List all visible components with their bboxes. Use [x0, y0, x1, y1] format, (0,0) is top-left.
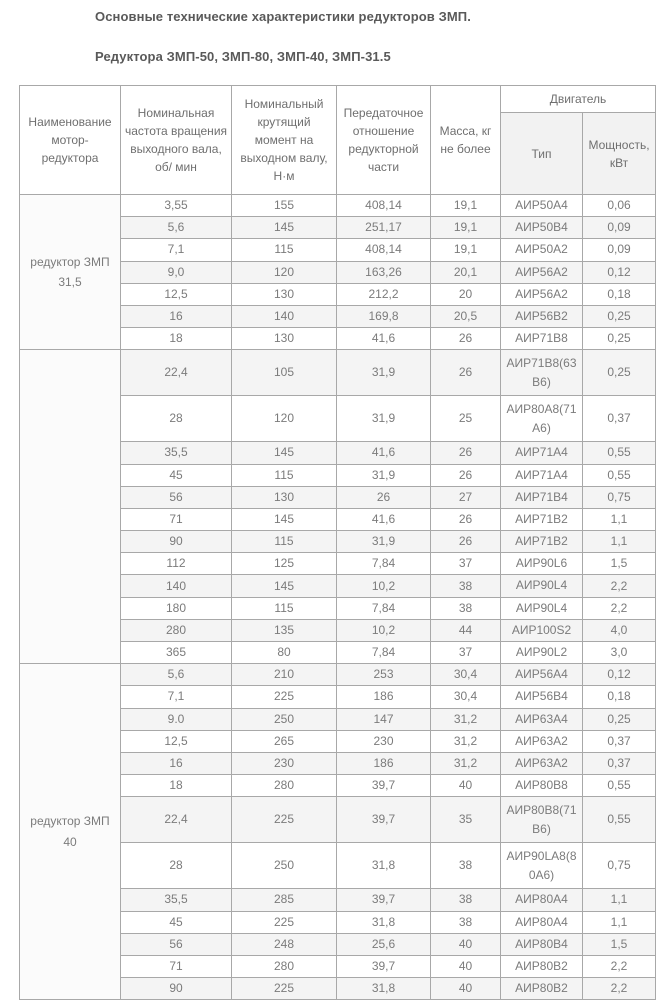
cell-power: 2,2: [583, 575, 656, 597]
page-subtitle: Редуктора ЗМП-50, ЗМП-80, ЗМП-40, ЗМП-31.5: [95, 49, 391, 64]
section-name-cell: редуктор ЗМП 40: [20, 664, 121, 1000]
cell-type: АИР71В2: [501, 531, 583, 553]
cell-mass: 19,1: [431, 239, 501, 261]
cell-power: 0,55: [583, 442, 656, 464]
cell-power: 2,2: [583, 978, 656, 1000]
cell-freq: 45: [121, 911, 232, 933]
cell-mass: 19,1: [431, 195, 501, 217]
cell-mass: 40: [431, 775, 501, 797]
cell-freq: 18: [121, 775, 232, 797]
cell-mass: 30,4: [431, 664, 501, 686]
cell-mass: 38: [431, 911, 501, 933]
cell-power: 0,37: [583, 396, 656, 442]
cell-ratio: 41,6: [337, 328, 431, 350]
section-name-cell: [20, 350, 121, 664]
cell-mass: 26: [431, 350, 501, 396]
header-engine-type: Тип: [501, 113, 583, 195]
cell-torque: 115: [232, 531, 337, 553]
cell-torque: 120: [232, 396, 337, 442]
cell-freq: 22,4: [121, 797, 232, 843]
table-header: [20, 86, 656, 195]
cell-ratio: 408,14: [337, 195, 431, 217]
cell-ratio: 31,9: [337, 464, 431, 486]
table-row: [20, 664, 656, 686]
cell-torque: 125: [232, 553, 337, 575]
header-ratio: Передаточное отношение редукторной части: [337, 86, 431, 195]
cell-power: 0,55: [583, 775, 656, 797]
cell-type: АИР90L2: [501, 642, 583, 664]
cell-power: 2,2: [583, 597, 656, 619]
cell-mass: 20,5: [431, 305, 501, 327]
cell-torque: 105: [232, 350, 337, 396]
cell-type: АИР80В8(71В6): [501, 797, 583, 843]
cell-type: АИР71В4: [501, 486, 583, 508]
cell-mass: 44: [431, 619, 501, 641]
cell-mass: 26: [431, 442, 501, 464]
reducers-spec-table: [19, 85, 656, 1000]
cell-mass: 27: [431, 486, 501, 508]
cell-torque: 115: [232, 239, 337, 261]
cell-power: 4,0: [583, 619, 656, 641]
cell-ratio: 31,9: [337, 531, 431, 553]
cell-ratio: 7,84: [337, 553, 431, 575]
cell-type: АИР90L4: [501, 597, 583, 619]
cell-torque: 145: [232, 442, 337, 464]
cell-type: АИР71А4: [501, 442, 583, 464]
cell-torque: 120: [232, 261, 337, 283]
cell-freq: 7,1: [121, 686, 232, 708]
cell-ratio: 10,2: [337, 575, 431, 597]
cell-mass: 38: [431, 843, 501, 889]
cell-power: 0,25: [583, 350, 656, 396]
cell-mass: 20: [431, 283, 501, 305]
cell-torque: 140: [232, 305, 337, 327]
cell-freq: 56: [121, 486, 232, 508]
cell-freq: 7,1: [121, 239, 232, 261]
cell-torque: 80: [232, 642, 337, 664]
table-body: [20, 195, 656, 1000]
cell-power: 0,25: [583, 708, 656, 730]
cell-freq: 56: [121, 933, 232, 955]
cell-freq: 112: [121, 553, 232, 575]
cell-type: АИР90L4: [501, 575, 583, 597]
cell-mass: 31,2: [431, 730, 501, 752]
cell-freq: 180: [121, 597, 232, 619]
cell-torque: 130: [232, 486, 337, 508]
cell-ratio: 186: [337, 686, 431, 708]
cell-torque: 115: [232, 464, 337, 486]
cell-type: АИР56А4: [501, 664, 583, 686]
cell-torque: 225: [232, 797, 337, 843]
cell-ratio: 25,6: [337, 933, 431, 955]
cell-freq: 90: [121, 531, 232, 553]
cell-power: 3,0: [583, 642, 656, 664]
cell-freq: 3,55: [121, 195, 232, 217]
cell-mass: 26: [431, 464, 501, 486]
cell-type: АИР80А8(71А6): [501, 396, 583, 442]
cell-power: 0,18: [583, 686, 656, 708]
cell-torque: 225: [232, 978, 337, 1000]
cell-ratio: 31,8: [337, 843, 431, 889]
cell-mass: 31,2: [431, 708, 501, 730]
cell-ratio: 408,14: [337, 239, 431, 261]
cell-mass: 25: [431, 396, 501, 442]
cell-freq: 9.0: [121, 708, 232, 730]
cell-ratio: 39,7: [337, 889, 431, 911]
cell-power: 0,09: [583, 239, 656, 261]
header-freq: Номинальная частота вращения выходного вала, об/ мин: [121, 86, 232, 195]
page-title: Основные технические характеристики редукторов ЗМП.: [95, 9, 471, 24]
cell-torque: 145: [232, 508, 337, 530]
cell-ratio: 31,9: [337, 350, 431, 396]
cell-type: АИР56В4: [501, 686, 583, 708]
cell-type: АИР50А2: [501, 239, 583, 261]
cell-ratio: 10,2: [337, 619, 431, 641]
cell-type: АИР80А4: [501, 911, 583, 933]
cell-ratio: 212,2: [337, 283, 431, 305]
cell-ratio: 253: [337, 664, 431, 686]
cell-type: АИР50А4: [501, 195, 583, 217]
cell-power: 0,25: [583, 305, 656, 327]
cell-freq: 22,4: [121, 350, 232, 396]
cell-ratio: 7,84: [337, 597, 431, 619]
cell-freq: 71: [121, 508, 232, 530]
cell-type: АИР63А2: [501, 730, 583, 752]
cell-ratio: 31,8: [337, 911, 431, 933]
cell-mass: 20,1: [431, 261, 501, 283]
header-name: Наименование мотор-редуктора: [20, 86, 121, 195]
cell-freq: 35,5: [121, 889, 232, 911]
cell-torque: 115: [232, 597, 337, 619]
cell-type: АИР56А2: [501, 261, 583, 283]
cell-type: АИР63А4: [501, 708, 583, 730]
cell-freq: 5,6: [121, 664, 232, 686]
cell-ratio: 7,84: [337, 642, 431, 664]
cell-power: 1,5: [583, 933, 656, 955]
cell-power: 0,37: [583, 730, 656, 752]
cell-mass: 26: [431, 328, 501, 350]
cell-freq: 16: [121, 752, 232, 774]
cell-type: АИР80В4: [501, 933, 583, 955]
cell-torque: 145: [232, 575, 337, 597]
table-row: [20, 195, 656, 217]
cell-ratio: 186: [337, 752, 431, 774]
cell-torque: 155: [232, 195, 337, 217]
cell-type: АИР71А4: [501, 464, 583, 486]
cell-ratio: 26: [337, 486, 431, 508]
cell-freq: 9,0: [121, 261, 232, 283]
cell-ratio: 251,17: [337, 217, 431, 239]
table-row: [20, 350, 656, 396]
cell-type: АИР80А4: [501, 889, 583, 911]
cell-mass: 19,1: [431, 217, 501, 239]
cell-power: 0,55: [583, 797, 656, 843]
cell-mass: 40: [431, 955, 501, 977]
cell-mass: 31,2: [431, 752, 501, 774]
cell-torque: 280: [232, 955, 337, 977]
cell-ratio: 39,7: [337, 775, 431, 797]
cell-torque: 145: [232, 217, 337, 239]
cell-freq: 12,5: [121, 730, 232, 752]
cell-power: 0,09: [583, 217, 656, 239]
cell-ratio: 169,8: [337, 305, 431, 327]
cell-freq: 35,5: [121, 442, 232, 464]
cell-torque: 248: [232, 933, 337, 955]
cell-freq: 45: [121, 464, 232, 486]
cell-mass: 38: [431, 597, 501, 619]
cell-torque: 280: [232, 775, 337, 797]
cell-type: АИР71В8(63В6): [501, 350, 583, 396]
cell-freq: 5,6: [121, 217, 232, 239]
cell-ratio: 147: [337, 708, 431, 730]
cell-mass: 30,4: [431, 686, 501, 708]
cell-torque: 225: [232, 686, 337, 708]
header-engine-group: Двигатель: [501, 86, 656, 113]
cell-ratio: 163,26: [337, 261, 431, 283]
cell-mass: 35: [431, 797, 501, 843]
cell-type: АИР56А2: [501, 283, 583, 305]
cell-power: 1,1: [583, 889, 656, 911]
cell-ratio: 230: [337, 730, 431, 752]
cell-type: АИР80В2: [501, 978, 583, 1000]
cell-torque: 135: [232, 619, 337, 641]
cell-power: 1,5: [583, 553, 656, 575]
cell-mass: 40: [431, 978, 501, 1000]
cell-torque: 130: [232, 283, 337, 305]
cell-power: 1,1: [583, 531, 656, 553]
cell-freq: 365: [121, 642, 232, 664]
cell-type: АИР50В4: [501, 217, 583, 239]
cell-type: АИР80В8: [501, 775, 583, 797]
cell-ratio: 39,7: [337, 955, 431, 977]
cell-ratio: 41,6: [337, 442, 431, 464]
cell-freq: 18: [121, 328, 232, 350]
cell-power: 0,55: [583, 464, 656, 486]
cell-mass: 38: [431, 889, 501, 911]
cell-type: АИР71В2: [501, 508, 583, 530]
cell-mass: 26: [431, 531, 501, 553]
cell-torque: 250: [232, 708, 337, 730]
cell-mass: 37: [431, 553, 501, 575]
cell-power: 0,06: [583, 195, 656, 217]
header-engine-power: Мощность, кВт: [583, 113, 656, 195]
cell-freq: 140: [121, 575, 232, 597]
cell-type: АИР56В2: [501, 305, 583, 327]
cell-torque: 130: [232, 328, 337, 350]
cell-mass: 38: [431, 575, 501, 597]
cell-mass: 40: [431, 933, 501, 955]
cell-freq: 28: [121, 843, 232, 889]
cell-freq: 12,5: [121, 283, 232, 305]
section-name-cell: редуктор ЗМП 31,5: [20, 195, 121, 350]
header-mass: Масса, кг не более: [431, 86, 501, 195]
cell-torque: 265: [232, 730, 337, 752]
cell-torque: 250: [232, 843, 337, 889]
cell-power: 0,25: [583, 328, 656, 350]
cell-torque: 230: [232, 752, 337, 774]
cell-torque: 210: [232, 664, 337, 686]
cell-ratio: 31,8: [337, 978, 431, 1000]
cell-freq: 90: [121, 978, 232, 1000]
cell-type: АИР90LA8(80А6): [501, 843, 583, 889]
cell-power: 1,1: [583, 508, 656, 530]
cell-power: 0,12: [583, 664, 656, 686]
cell-freq: 16: [121, 305, 232, 327]
cell-power: 1,1: [583, 911, 656, 933]
cell-power: 0,75: [583, 486, 656, 508]
cell-freq: 280: [121, 619, 232, 641]
cell-type: АИР100S2: [501, 619, 583, 641]
cell-mass: 26: [431, 508, 501, 530]
cell-ratio: 31,9: [337, 396, 431, 442]
cell-freq: 28: [121, 396, 232, 442]
cell-power: 0,75: [583, 843, 656, 889]
cell-freq: 71: [121, 955, 232, 977]
cell-type: АИР80В2: [501, 955, 583, 977]
cell-type: АИР63А2: [501, 752, 583, 774]
cell-power: 0,18: [583, 283, 656, 305]
cell-power: 0,12: [583, 261, 656, 283]
cell-type: АИР90L6: [501, 553, 583, 575]
cell-type: АИР71В8: [501, 328, 583, 350]
header-torque: Номинальный крутящий момент на выходном валу, Н·м: [232, 86, 337, 195]
cell-power: 0,37: [583, 752, 656, 774]
cell-power: 2,2: [583, 955, 656, 977]
cell-ratio: 39,7: [337, 797, 431, 843]
cell-torque: 225: [232, 911, 337, 933]
cell-torque: 285: [232, 889, 337, 911]
cell-mass: 37: [431, 642, 501, 664]
cell-ratio: 41,6: [337, 508, 431, 530]
